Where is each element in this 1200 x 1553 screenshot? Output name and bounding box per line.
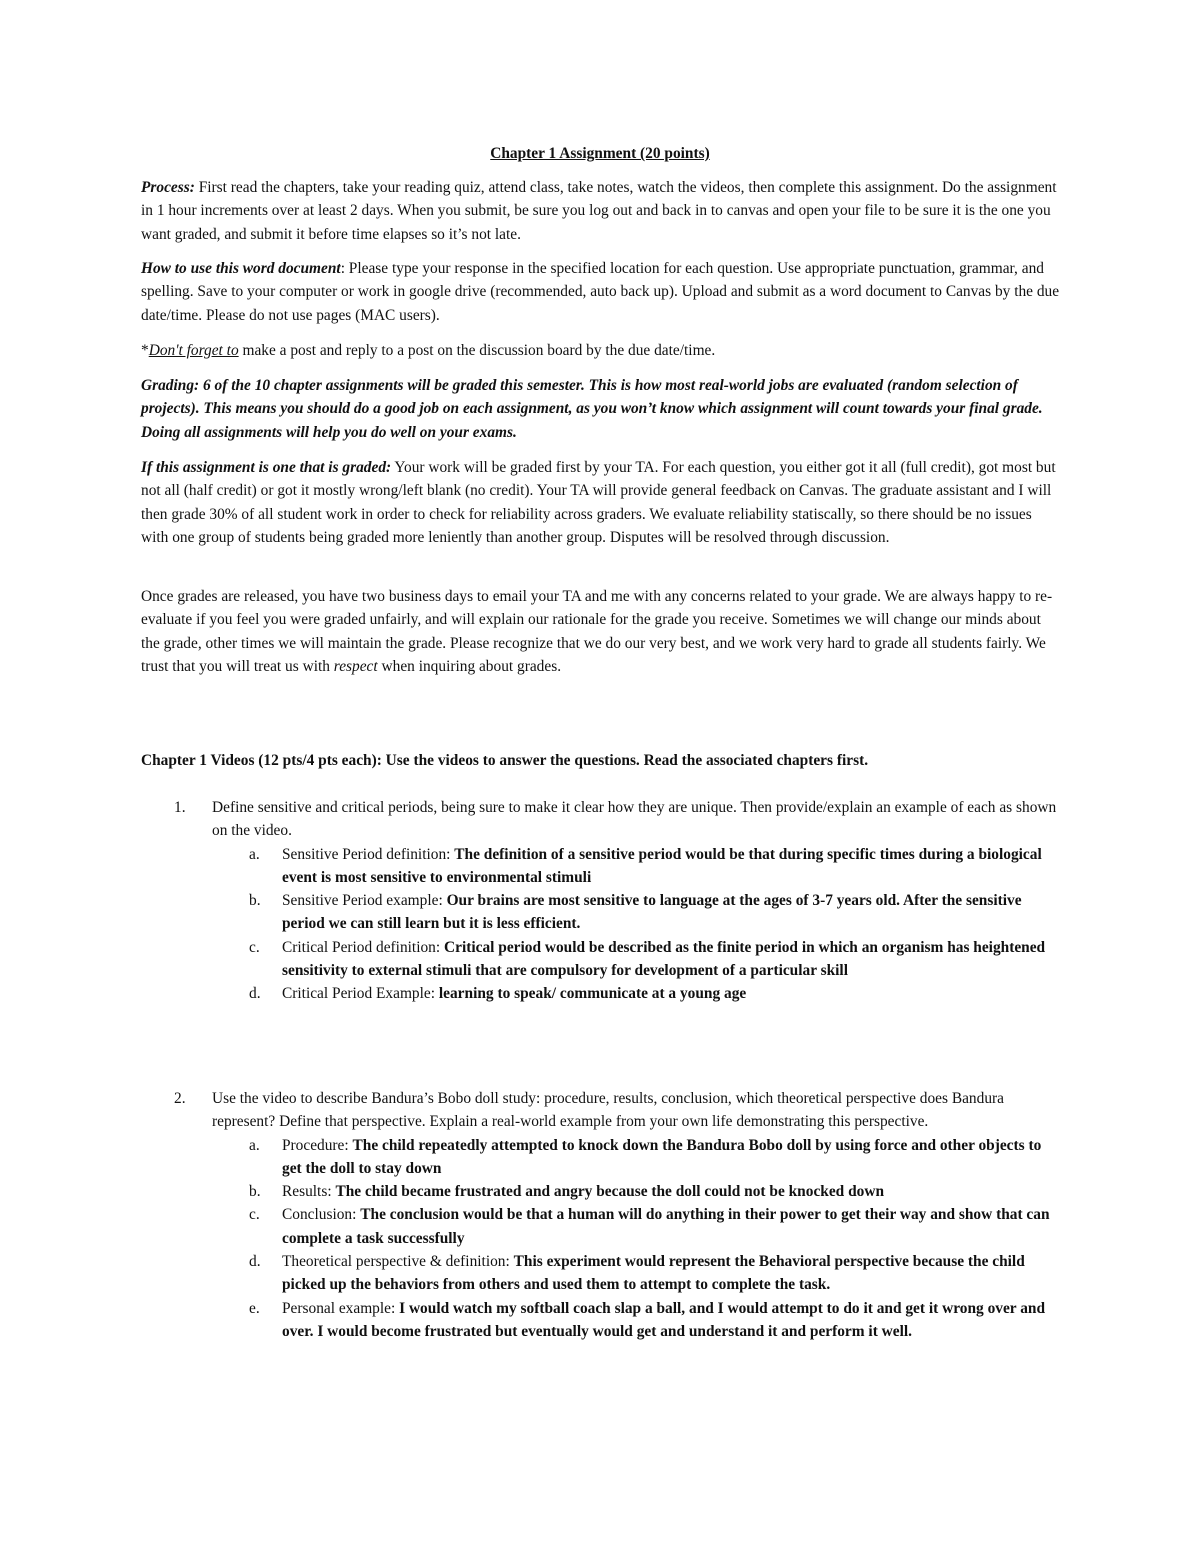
reminder-underlined: Don't forget to: [148, 342, 239, 359]
howto-label: How to use this word document: [141, 260, 341, 277]
answer-item: [249, 1180, 1061, 1203]
question-number: 2.: [174, 1090, 186, 1107]
howto-paragraph: [141, 257, 1061, 327]
item-label: Procedure:: [282, 1136, 353, 1154]
item-letter: c.: [249, 1206, 260, 1224]
question-text: Use the video to describe Bandura’s Bobo doll study: procedure, results, conclusion, which theoretical perspective does Bandura represent? Define that perspective. Explain a real-world example from your own life demonstrating this perspective.: [212, 1090, 1004, 1131]
item-label: Results:: [282, 1183, 336, 1201]
item-label: Sensitive Period example:: [282, 892, 447, 910]
process-label: Process:: [141, 179, 195, 196]
graded-text: Your work will be graded first by your TA. For each question, you either got it all (full credit), got most but not all (half credit) or got it mostly wrong/left blank (no credit). Your TA will provide general feedback on Canvas. The graduate assistant and I will then grade 30% of all student work in order to check for reliability across graders. We evaluate reliability statiscally, so there should be no issues with one group of students being graded more leniently than another group. Disputes will be resolved through discussion.: [141, 459, 1056, 546]
answer-item: [249, 1297, 1061, 1344]
answer-item: [249, 1134, 1061, 1181]
reminder-text: make a post and reply to a post on the discussion board by the due date/time.: [238, 342, 716, 359]
release-text-2: when inquiring about grades.: [377, 657, 562, 675]
item-letter: e.: [249, 1299, 260, 1317]
item-label: Critical Period definition:: [282, 938, 444, 956]
item-answer: The child repeatedly attempted to knock down the Bandura Bobo doll by using force and other objects to get the doll to stay down: [282, 1136, 1042, 1177]
item-answer: I would watch my softball coach slap a ball, and I would attempt to do it and get it wrong over and over. I would become frustrated but eventually would get and understand it and perform it well.: [282, 1299, 1046, 1340]
item-letter: a.: [249, 845, 260, 863]
howto-text: : Please type your response in the specified location for each question. Use appropriate punctuation, grammar, and spelling. Save to your computer or work in google drive (recommended, auto back up). Upload and submit as a word document to Canvas by the due date/time. Please do not use pages (MAC users).: [141, 260, 1060, 324]
reminder-prefix: *: [141, 342, 149, 359]
item-label: Sensitive Period definition:: [282, 845, 455, 863]
reminder-paragraph: [141, 339, 1061, 362]
item-letter: d.: [249, 985, 261, 1003]
item-letter: a.: [249, 1136, 260, 1154]
graded-paragraph: [141, 456, 1061, 549]
item-answer: Critical period would be described as the finite period in which an organism has heightened sensitivity to external stimuli that are compulsory for development of a particular skill: [282, 938, 1046, 980]
item-answer: Our brains are most sensitive to language at the ages of 3-7 years old. After the sensitive period we can still learn but it is less efficient.: [282, 892, 1022, 933]
document-title: Chapter 1 Assignment (20 points): [490, 145, 710, 162]
answer-item: [249, 843, 1061, 890]
question-1: [141, 796, 1061, 1006]
item-letter: b.: [249, 1183, 261, 1201]
answer-item: [249, 982, 1061, 1005]
item-letter: b.: [249, 892, 261, 910]
item-answer: This experiment would represent the Behavioral perspective because the child picked up the behaviors from others and used them to attempt to complete the task.: [282, 1253, 1025, 1294]
grading-paragraph: Grading: 6 of the 10 chapter assignments will be graded this semester. This is how most real-world jobs are evaluated (random selection of projects). This means you should do a good job on each assignment, as you won’t know which assignment will count towards your final grade. Doing all assignments will help you do well on your exams.: [141, 377, 1043, 441]
item-letter: d.: [249, 1253, 261, 1271]
answer-item: [249, 889, 1061, 936]
answer-item: [249, 1203, 1061, 1250]
item-label: Personal example:: [282, 1299, 400, 1317]
release-italic: respect: [333, 657, 378, 675]
release-paragraph: [141, 585, 1061, 678]
item-answer: The definition of a sensitive period would be that during specific times during a biological event is most sensitive to environmental stimuli: [282, 845, 1042, 886]
question-text: Define sensitive and critical periods, being sure to make it clear how they are unique. Then provide/explain an example of each as shown on the video.: [212, 799, 1057, 840]
answer-item: [249, 936, 1061, 983]
graded-label: If this assignment is one that is graded:: [141, 459, 392, 476]
item-answer: The child became frustrated and angry because the doll could not be knocked down: [335, 1183, 884, 1201]
videos-heading: Chapter 1 Videos (12 pts/4 pts each): Use the videos to answer the questions. Read the associated chapters first.: [141, 752, 869, 769]
item-letter: c.: [249, 938, 260, 956]
release-text-1: Once grades are released, you have two business days to email your TA and me with any concerns related to your grade. We are always happy to re-evaluate if you feel you were graded unfairly, and will explain our rationale for the grade you receive. Sometimes we will change our minds about the grade, other times we will maintain the grade. Please recognize that we do our very best, and we work very hard to grade all students fairly. We trust that you will treat us with: [141, 588, 1053, 675]
item-label: Theoretical perspective & definition:: [282, 1253, 514, 1271]
question-number: 1.: [174, 799, 186, 816]
question-2: [141, 1087, 1061, 1343]
process-text: First read the chapters, take your reading quiz, attend class, take notes, watch the videos, then complete this assignment. Do the assignment in 1 hour increments over at least 2 days. When you submit, be sure you log out and back in to canvas and open your file to be sure it is the one you want graded, and submit it before time elapses so it’s not late.: [141, 179, 1057, 243]
item-answer: learning to speak/ communicate at a young age: [438, 985, 747, 1003]
item-label: Critical Period Example:: [282, 985, 439, 1003]
item-answer: The conclusion would be that a human will do anything in their power to get their way and show that can complete a task successfully: [282, 1206, 1050, 1247]
process-paragraph: [141, 176, 1061, 246]
answer-item: [249, 1250, 1061, 1297]
item-label: Conclusion:: [282, 1206, 361, 1224]
